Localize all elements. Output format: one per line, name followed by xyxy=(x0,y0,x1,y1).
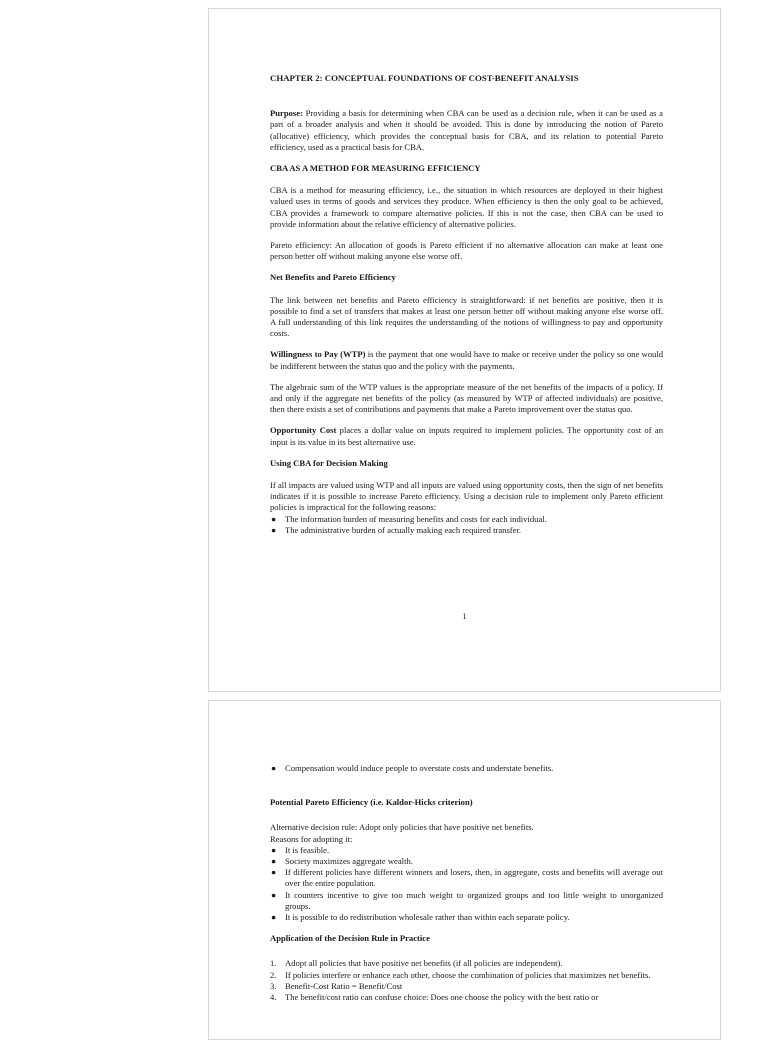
cba-paragraph: CBA is a method for measuring efficiency, i.e., the situation in which resources are deployed in their highest valued uses in terms of goods and services they produce. When efficiency is then the only goal to be achieved, CBA provides a framework to compare alternative policies. If this is not the case, then CBA can be used to provide information about the relative efficiency of alternative policies. xyxy=(270,185,663,229)
bullet-icon: ● xyxy=(271,524,277,535)
reasons-label: Reasons for adopting it: xyxy=(270,833,353,844)
purpose-label: Purpose: xyxy=(270,108,303,119)
bullet-icon: ● xyxy=(271,889,277,900)
continued-list xyxy=(270,763,663,774)
heading-using-cba: Using CBA for Decision Making xyxy=(270,457,388,468)
algebraic-paragraph: The algebraic sum of the WTP values is the appropriate measure of the net benefits of the impacts of a policy. If and only if the aggregate net benefits of the policy (as measured by WTP of affected individuals) are positive, then there exists a set of contributions and payments that make a Pareto improvement over the status quo. xyxy=(270,381,663,415)
net-benefits-paragraph: The link between net benefits and Pareto efficiency is straightforward: if net benefits are positive, then it is possible to find a set of transfers that makes at least one person better off without making anyone else worse off. A full understanding of this link requires the understanding of the notions of willingness to pay and opportunity costs. xyxy=(270,294,663,339)
bullet-icon: ● xyxy=(271,844,277,855)
list-item: ● It is feasible. xyxy=(271,844,330,855)
list-item: 1. Adopt all policies that have positive net benefits (if all policies are independent). xyxy=(270,958,563,969)
wtp-paragraph xyxy=(270,349,663,371)
alternative-rule: Alternative decision rule: Adopt only policies that have positive net benefits. xyxy=(270,822,534,833)
heading-cba-efficiency: CBA AS A METHOD FOR MEASURING EFFICIENCY xyxy=(270,163,481,174)
list-item: 3. Benefit-Cost Ratio = Benefit/Cost xyxy=(270,980,403,991)
bullet-icon: ● xyxy=(271,912,277,923)
bullet-icon: ● xyxy=(271,867,277,878)
wtp-label: Willingness to Pay (WTP) xyxy=(270,349,366,360)
reasons-list xyxy=(270,845,663,923)
list-item: ● It counters incentive to give too much weight to organized groups and too little weight to unorganized groups. xyxy=(271,889,663,911)
list-item: 4. The benefit/cost ratio can confuse choice: Does one choose the policy with the best ratio or xyxy=(270,992,599,1003)
list-item: ● The administrative burden of actually making each required transfer. xyxy=(271,524,521,535)
list-item: ● The information burden of measuring benefits and costs for each individual. xyxy=(271,513,547,524)
heading-potential-pareto: Potential Pareto Efficiency (i.e. Kaldor-Hicks criterion) xyxy=(270,797,473,808)
pareto-paragraph: Pareto efficiency: An allocation of goods is Pareto efficient if no alternative allocation can make at least one person better off without making anyone else worse off. xyxy=(270,240,663,262)
document-page-2 xyxy=(208,700,721,1040)
bullet-icon: ● xyxy=(271,763,277,773)
page-1-content xyxy=(270,73,663,546)
burden-list xyxy=(270,514,663,536)
list-item: ● It is possible to do redistribution wholesale rather than within each separate policy. xyxy=(271,912,570,923)
page-2-content xyxy=(270,763,663,1013)
list-item: 2. If policies interfere or enhance each other, choose the combination of policies that maximizes net benefits. xyxy=(270,969,651,980)
application-steps xyxy=(270,958,663,1003)
heading-net-benefits: Net Benefits and Pareto Efficiency xyxy=(270,272,396,283)
document-page-1 xyxy=(208,8,721,692)
page-number: 1 xyxy=(462,612,467,621)
opportunity-cost-paragraph xyxy=(270,425,663,447)
using-cba-paragraph: If all impacts are valued using WTP and all inputs are valued using opportunity costs, then the sign of net benefits indicates if it is possible to increase Pareto efficiency. Using a decision rule to implement only Pareto efficient policies is impractical for the following reasons: xyxy=(270,480,663,513)
wtp-text: is the payment that one would have to make or receive under the policy so one would be indifferent between the status quo and the policy with the payments. xyxy=(270,349,664,371)
list-item: ● Society maximizes aggregate wealth. xyxy=(271,856,413,867)
bullet-icon: ● xyxy=(271,513,277,524)
opportunity-cost-text: places a dollar value on inputs required to implement policies. The opportunity cost of an input is its value in its best alternative use. xyxy=(270,425,664,447)
opportunity-cost-label: Opportunity Cost xyxy=(270,425,337,436)
purpose-text: Providing a basis for determining when CBA can be used as a decision rule, when it can be used as a part of a broader analysis and when it should be avoided. This is done by introducing the notion of Pareto (allocative) efficiency, which provides the conceptual basis for CBA, and its relation to potential Pareto efficiency, used as a practical basis for CBA. xyxy=(270,108,663,152)
bullet-icon: ● xyxy=(271,856,277,867)
list-item: ● If different policies have different winners and losers, then, in aggregate, costs and benefits will average out over the entire population. xyxy=(271,867,663,889)
chapter-title: CHAPTER 2: CONCEPTUAL FOUNDATIONS OF COST-BENEFIT ANALYSIS xyxy=(270,73,579,83)
list-item: ● Compensation would induce people to overstate costs and understate benefits. xyxy=(271,763,554,773)
purpose-paragraph xyxy=(270,108,663,153)
heading-application: Application of the Decision Rule in Practice xyxy=(270,933,430,944)
